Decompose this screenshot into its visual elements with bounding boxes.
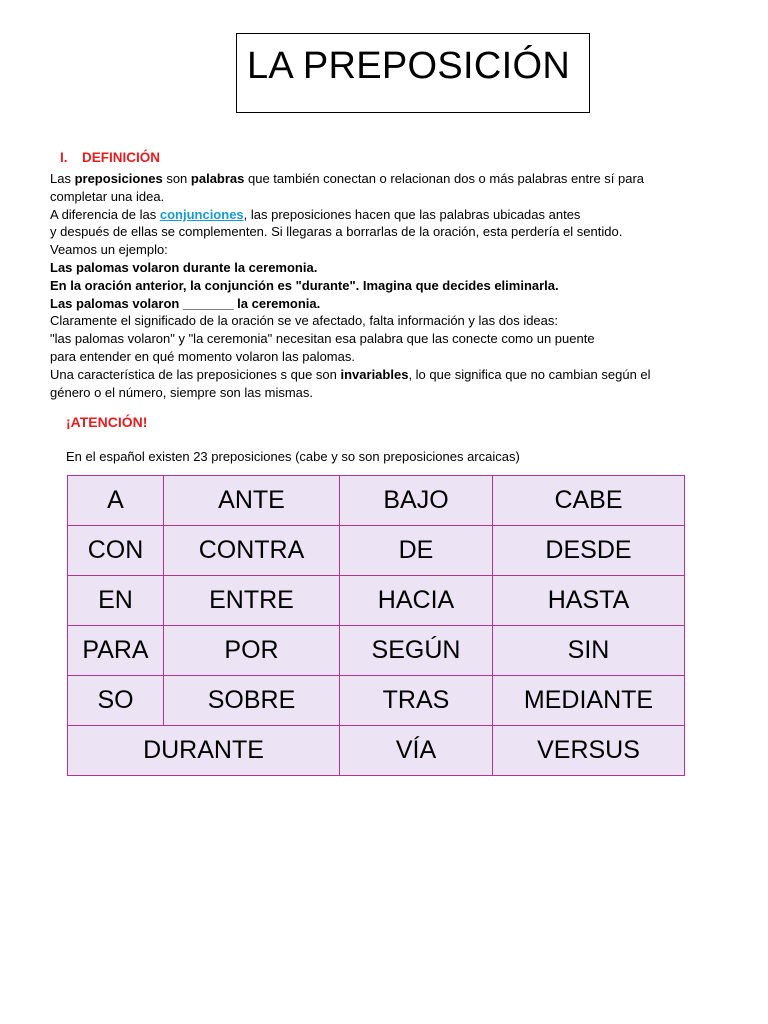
preposition-cell: DESDE — [493, 526, 685, 576]
preposition-cell: CABE — [493, 476, 685, 526]
intro-text: En el español existen 23 preposiciones (cabe y so son preposiciones arcaicas) — [66, 449, 520, 464]
preposition-cell: EN — [68, 576, 164, 626]
preposition-cell: MEDIANTE — [493, 676, 685, 726]
text-span: que también conectan o relacionan dos o más palabras entre sí para — [244, 171, 645, 186]
preposition-cell: TRAS — [340, 676, 493, 726]
text-line: para entender en qué momento volaron las palomas. — [50, 348, 355, 364]
section-title: DEFINICIÓN — [82, 150, 161, 165]
preposition-cell: SO — [68, 676, 164, 726]
table-row — [68, 726, 685, 776]
text-line: Veamos un ejemplo: — [50, 242, 168, 258]
bold-term: invariables — [340, 366, 409, 382]
text-line: Claramente el significado de la oración se ve afectado, falta información y las dos ideas: — [50, 313, 559, 329]
preposition-cell: CONTRA — [164, 526, 340, 576]
attention-heading: ¡ATENCIÓN! — [66, 414, 148, 430]
title-box — [236, 33, 590, 113]
preposition-cell: BAJO — [340, 476, 493, 526]
conjunciones-link[interactable]: conjunciones — [159, 206, 244, 222]
text-line: completar una idea. — [50, 188, 165, 204]
preposition-cell: CON — [68, 526, 164, 576]
preposition-cell: DE — [340, 526, 493, 576]
text-line: género o el número, siempre son las mismas. — [50, 384, 314, 400]
example-explanation — [50, 277, 710, 295]
preposition-cell: ENTRE — [164, 576, 340, 626]
text-line — [50, 206, 710, 224]
prepositions-table-body — [68, 476, 685, 776]
page-title: LA PREPOSICIÓN — [247, 45, 571, 87]
bold-term: palabras — [190, 171, 245, 186]
preposition-cell: SOBRE — [164, 676, 340, 726]
definition-text — [50, 170, 710, 401]
bold-line: En la oración anterior, la conjunción es "durante". Imagina que decides eliminarla. — [50, 277, 559, 293]
text-span: son — [162, 171, 191, 186]
preposition-cell: A — [68, 476, 164, 526]
section-number: I. — [60, 150, 68, 165]
preposition-cell: VERSUS — [493, 726, 685, 776]
bold-term: preposiciones — [74, 171, 163, 186]
preposition-cell: HACIA — [340, 576, 493, 626]
bold-line: Las palomas volaron durante la ceremonia. — [50, 259, 318, 275]
text-line — [50, 366, 710, 384]
preposition-cell: ANTE — [164, 476, 340, 526]
text-span: , las preposiciones hacen que las palabras ubicadas antes — [243, 206, 581, 222]
preposition-cell: SEGÚN — [340, 626, 493, 676]
preposition-cell: VÍA — [340, 726, 493, 776]
preposition-cell: HASTA — [493, 576, 685, 626]
preposition-cell: PARA — [68, 626, 164, 676]
text-line: "las palomas volaron" y "la ceremonia" necesitan esa palabra que las conecte como un puente — [50, 331, 595, 347]
preposition-cell: DURANTE — [68, 726, 340, 776]
preposition-cell: POR — [164, 626, 340, 676]
text-span: A diferencia de las — [50, 206, 160, 222]
table-row — [68, 676, 685, 726]
table-row — [68, 526, 685, 576]
table-row — [68, 576, 685, 626]
text-span: Una característica de las preposiciones s que son — [50, 366, 341, 382]
prepositions-table — [67, 475, 685, 776]
example-blank — [50, 295, 710, 313]
section-heading — [60, 150, 160, 165]
text-span: Las — [50, 171, 75, 186]
table-row — [68, 476, 685, 526]
text-line: y después de ellas se complementen. Si llegaras a borrarlas de la oración, esta perdería el sentido. — [50, 224, 623, 240]
preposition-cell: SIN — [493, 626, 685, 676]
text-span: , lo que significa que no cambian según el — [408, 366, 651, 382]
example-sentence — [50, 259, 710, 277]
table-row — [68, 626, 685, 676]
text-line — [50, 170, 710, 188]
bold-line: Las palomas volaron _______ la ceremonia. — [50, 295, 321, 311]
